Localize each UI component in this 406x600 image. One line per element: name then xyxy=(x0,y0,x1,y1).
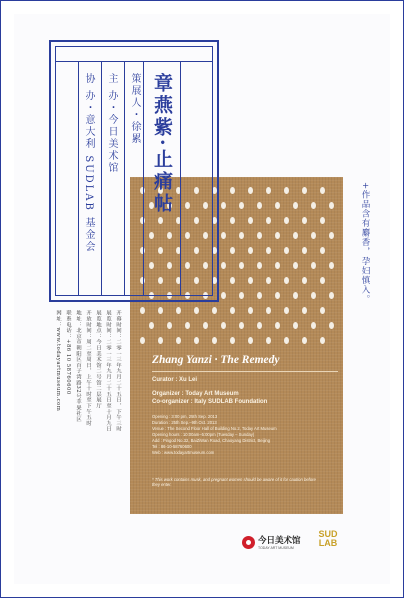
english-organizer: Organizer : Today Art Museum xyxy=(152,391,239,397)
plaster-hole xyxy=(329,292,334,299)
sudlab-logo: SUD LAB xyxy=(318,529,338,548)
plaster-hole xyxy=(320,217,325,224)
plaster-hole xyxy=(257,292,262,299)
info-opening-date: 开幕时间：二零一三年九月二十五日，下午三时 xyxy=(115,310,121,432)
plaster-hole xyxy=(248,307,253,314)
plaster-hole xyxy=(230,277,235,284)
plaster-hole xyxy=(248,217,253,224)
plaster-hole xyxy=(221,262,226,269)
plaster-hole xyxy=(320,247,325,254)
plaster-hole xyxy=(293,232,298,239)
english-tel: Tel : 86-10-58760600 xyxy=(152,444,192,449)
plaster-hole xyxy=(230,247,235,254)
plaster-hole xyxy=(266,307,271,314)
english-co-organizer: Co-organizer : Italy SUDLAB Foundation xyxy=(152,399,268,405)
plaster-hole xyxy=(320,337,325,344)
plaster-hole xyxy=(257,262,262,269)
plaster-hole xyxy=(275,202,280,209)
plaster-hole xyxy=(257,202,262,209)
english-curator: Curator : Xu Lei xyxy=(152,377,198,383)
co-organizer-line: 协 办・意大利 SUDLAB 基金会 xyxy=(83,73,94,254)
plaster-hole xyxy=(320,277,325,284)
english-address: Add : Pingod No.32, BaiZiWan Road, Chaoyang District, Beijing xyxy=(152,438,271,443)
plaster-hole xyxy=(239,292,244,299)
plaster-hole xyxy=(266,217,271,224)
plaster-hole xyxy=(293,292,298,299)
english-hours: Opening hours : 10:00am–5:00pm (Tuesday – Sunday) xyxy=(152,432,255,437)
main-title: 章燕紫·止痛帖 xyxy=(151,73,173,215)
plaster-hole xyxy=(266,277,271,284)
title-label xyxy=(49,40,219,302)
plaster-hole xyxy=(302,247,307,254)
plaster-hole xyxy=(221,202,226,209)
label-top-rule xyxy=(56,61,212,62)
english-note: * This work contains musk, and pregnant women should be aware of it for caution before they enter. xyxy=(152,477,316,487)
plaster-hole xyxy=(248,187,253,194)
plaster-hole xyxy=(329,202,334,209)
info-web: 网址：www.todayartmuseum.com xyxy=(55,310,61,412)
english-title-rule xyxy=(152,371,338,372)
organizer-line: 主 办・今日美术馆 xyxy=(106,73,117,175)
plaster-hole xyxy=(212,307,217,314)
english-web: Web : www.todayartmuseum.com xyxy=(152,450,215,455)
plaster-hole xyxy=(284,307,289,314)
plaster-hole xyxy=(329,322,334,329)
plaster-hole xyxy=(212,337,217,344)
plaster-hole xyxy=(293,322,298,329)
plaster-hole xyxy=(275,232,280,239)
plaster-hole xyxy=(230,187,235,194)
label-inner-border xyxy=(55,46,213,296)
plaster-hole xyxy=(239,262,244,269)
plaster-hole xyxy=(266,337,271,344)
plaster-hole xyxy=(239,232,244,239)
plaster-hole xyxy=(257,322,262,329)
curator-line: 策展人・徐累 xyxy=(129,73,140,145)
plaster-hole xyxy=(329,232,334,239)
plaster-hole xyxy=(221,232,226,239)
plaster-hole xyxy=(266,187,271,194)
plaster-hole xyxy=(275,292,280,299)
plaster-hole xyxy=(302,217,307,224)
info-venue: 展览地点：今日美术馆二号馆二层展厅 xyxy=(95,310,101,409)
today-art-museum-mark-icon xyxy=(242,536,255,549)
plaster-hole xyxy=(302,187,307,194)
plaster-hole xyxy=(302,277,307,284)
plaster-hole xyxy=(140,307,145,314)
plaster-hole xyxy=(284,187,289,194)
plaster-hole xyxy=(275,322,280,329)
museum-name-cn: 今日美术馆 xyxy=(258,536,301,546)
plaster-hole xyxy=(257,232,262,239)
plaster-hole xyxy=(248,247,253,254)
plaster-hole xyxy=(329,262,334,269)
plaster-hole xyxy=(194,307,199,314)
plaster-hole xyxy=(248,337,253,344)
plaster-hole xyxy=(230,337,235,344)
plaster-hole xyxy=(311,232,316,239)
plaster-hole xyxy=(311,292,316,299)
info-duration: 展览时间：二零一三年九月二十五日至十月九日 xyxy=(105,310,111,432)
plaster-hole xyxy=(185,322,190,329)
plaster-hole xyxy=(311,262,316,269)
label-column-rule xyxy=(78,61,79,295)
plaster-hole xyxy=(167,322,172,329)
plaster-hole xyxy=(293,202,298,209)
plaster-hole xyxy=(239,322,244,329)
plaster-hole xyxy=(293,262,298,269)
musk-warning: +作品含有麝香，孕妇慎入。 xyxy=(360,182,370,305)
plaster-hole xyxy=(176,337,181,344)
plaster-hole xyxy=(311,322,316,329)
english-venue: Venue : The Second Floor Hall of Building No.2, Today Art Museum xyxy=(152,426,277,431)
plaster-hole xyxy=(221,292,226,299)
plaster-hole xyxy=(302,337,307,344)
info-tel: 联系电话：+86 10 58760600 xyxy=(65,310,71,395)
plaster-hole xyxy=(284,247,289,254)
plaster-hole xyxy=(158,307,163,314)
plaster-hole xyxy=(239,202,244,209)
english-duration: Duration : 25th Sep.–9th Oct. 2013 xyxy=(152,420,217,425)
plaster-hole xyxy=(320,307,325,314)
plaster-hole xyxy=(140,337,145,344)
label-column-rule xyxy=(180,61,181,295)
plaster-hole xyxy=(320,187,325,194)
plaster-hole xyxy=(284,217,289,224)
plaster-hole xyxy=(176,307,181,314)
english-title: Zhang Yanzi · The Remedy xyxy=(152,354,280,366)
info-address: 地址：北京市朝阳区百子湾路32号苹果社区 xyxy=(75,310,81,423)
plaster-hole xyxy=(230,307,235,314)
plaster-hole xyxy=(284,337,289,344)
label-column-rule xyxy=(101,61,102,295)
plaster-hole xyxy=(194,337,199,344)
english-opening: Opening : 3:00 pm, 25th Sep. 2013 xyxy=(152,414,218,419)
plaster-hole xyxy=(221,322,226,329)
plaster-hole xyxy=(248,277,253,284)
plaster-hole xyxy=(203,322,208,329)
plaster-hole xyxy=(311,202,316,209)
museum-name-en: TODAY ART MUSEUM xyxy=(258,546,294,550)
plaster-hole xyxy=(275,262,280,269)
plaster-hole xyxy=(266,247,271,254)
plaster-hole xyxy=(302,307,307,314)
plaster-hole xyxy=(230,217,235,224)
label-column-rule xyxy=(124,61,125,295)
today-art-museum-logo xyxy=(242,534,301,550)
plaster-hole xyxy=(284,277,289,284)
info-hours: 开放时间：周二至周日，上午十时至下午五时 xyxy=(85,310,91,426)
label-column-rule xyxy=(143,61,144,295)
plaster-hole xyxy=(158,337,163,344)
plaster-hole xyxy=(149,322,154,329)
